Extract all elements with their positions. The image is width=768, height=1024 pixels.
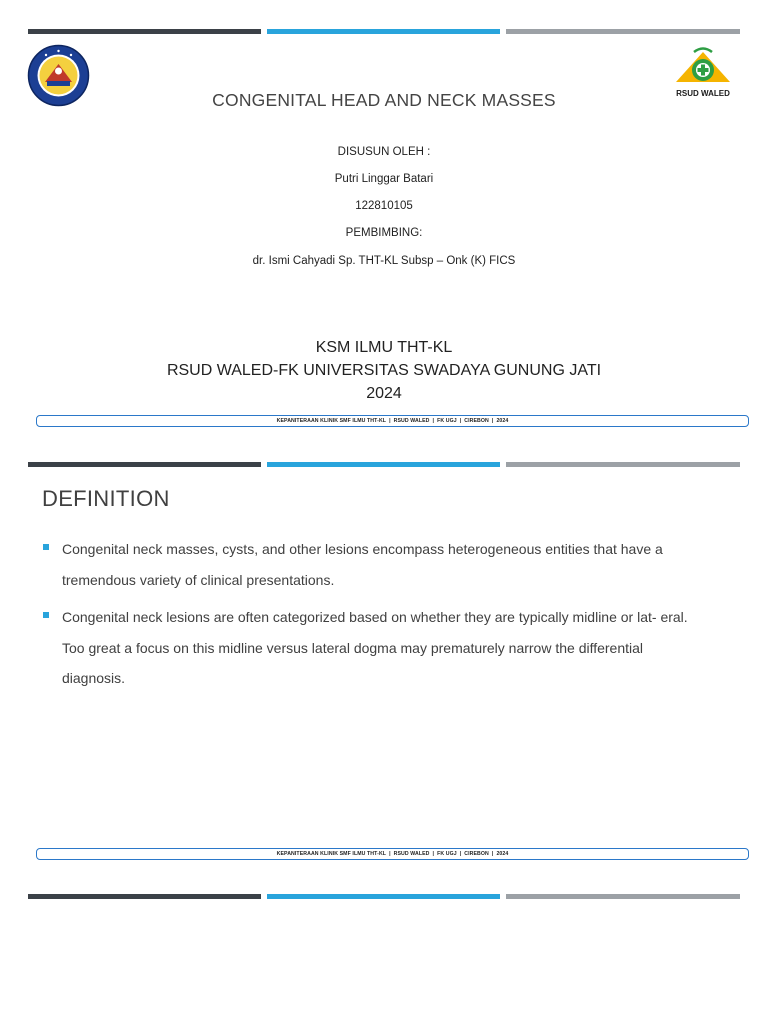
footer-separator: | [432,418,435,424]
bullet-text-line: Congenital neck lesions are often categorized based on whether they are typically midline or lat- eral. [62,609,688,625]
footer-item: FK UGJ [437,851,457,857]
supervisor-name: dr. Ismi Cahyadi Sp. THT-KL Subsp – Onk (K) FICS [252,255,516,267]
bullet-text-line: Too great a focus on this midline versus lateral dogma may prematurely narrow the differential [62,639,644,656]
slide-footer [36,848,749,860]
slide2-accent-bar [28,462,740,467]
bullet-text-line: diagnosis. [62,670,126,686]
bullet-item [42,602,732,694]
compiled-by-label: DISUSUN OLEH : [337,146,431,158]
accent-bar-blue [267,894,500,899]
student-id: 122810105 [355,200,413,212]
footer-separator: | [491,418,494,424]
bullet-item [42,534,732,595]
author-name: Putri Linggar Batari [334,173,434,185]
year: 2024 [366,385,402,402]
rsud-waled-logo-text: RSUD WALED [676,89,730,98]
bullet-text-line: Congenital neck masses, cysts, and other lesions encompass heterogeneous entities that have a [62,541,663,557]
footer-item: 2024 [496,851,509,857]
supervisor-label: PEMBIMBING: [345,227,423,239]
institution: RSUD WALED-FK UNIVERSITAS SWADAYA GUNUNG JATI [166,362,602,379]
accent-bar-gray [506,894,740,899]
presentation-title: CONGENITAL HEAD AND NECK MASSES [212,90,556,110]
footer-item: CIREBON [464,418,489,424]
bullet-square-icon [43,612,49,618]
footer-item: FK UGJ [437,418,457,424]
footer-separator: | [459,851,462,857]
bullet-square-icon [43,544,49,550]
slide3-accent-bar [28,894,740,899]
bullet-text-line: tremendous variety of clinical presentations. [62,571,335,588]
footer-item: KEPANITERAAN KLINIK SMF ILMU THT-KL [276,851,387,857]
footer-separator: | [432,851,435,857]
accent-bar-gray [506,29,740,34]
department: KSM ILMU THT-KL [315,339,453,356]
accent-bar-dark [28,462,261,467]
footer-separator: | [491,851,494,857]
accent-bar-gray [506,462,740,467]
footer-separator: | [389,418,391,424]
footer-item: KEPANITERAAN KLINIK SMF ILMU THT-KL [276,418,387,424]
footer-item: CIREBON [464,851,489,857]
accent-bar-dark [28,894,261,899]
footer-separator: | [389,851,391,857]
top-accent-bar [28,29,740,34]
definition-bullet-list [42,534,732,694]
accent-bar-blue [267,462,500,467]
footer-item: RSUD WALED [393,851,430,857]
footer-separator: | [459,418,462,424]
footer-item: RSUD WALED [393,418,430,424]
definition-heading: DEFINITION [42,486,170,511]
slide-footer [36,415,749,427]
accent-bar-dark [28,29,261,34]
footer-item: 2024 [496,418,509,424]
accent-bar-blue [267,29,500,34]
